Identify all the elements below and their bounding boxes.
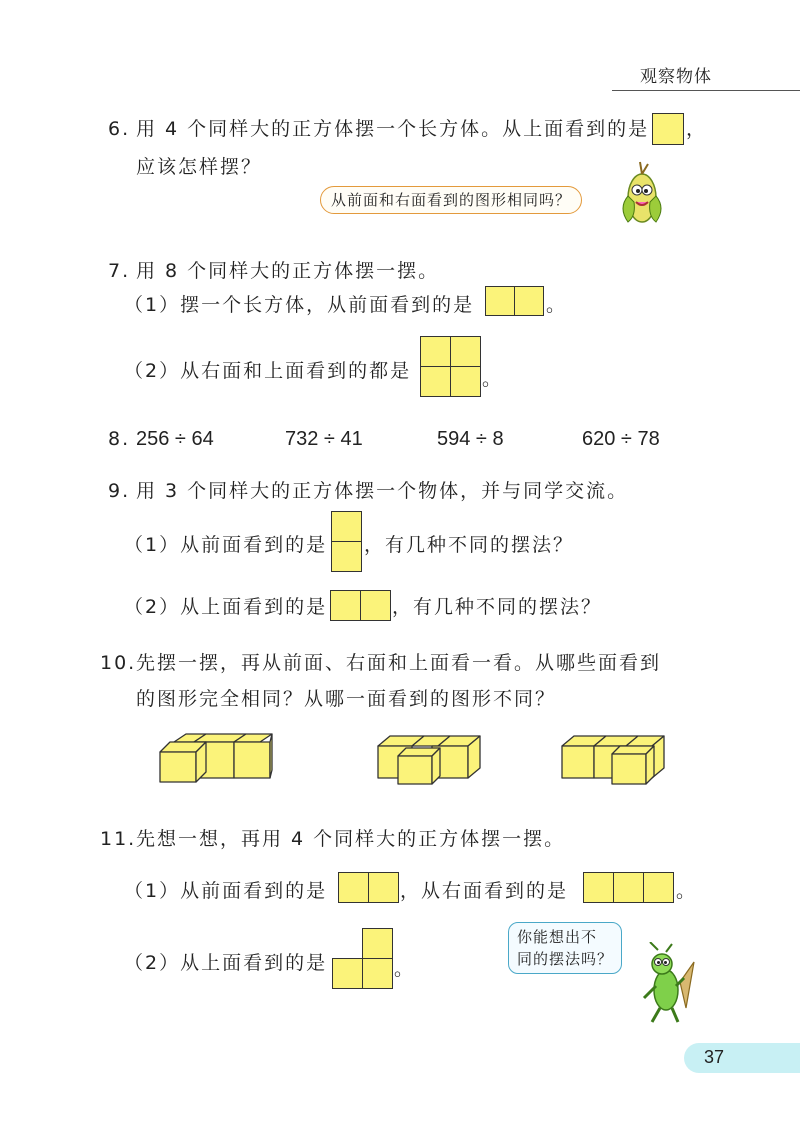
q9-front-view-cell-top <box>331 511 362 542</box>
q7-side-view-cell-3 <box>420 366 451 397</box>
q8-item-2: 732 ÷ 41 <box>285 428 363 450</box>
q9-part2: （2）从上面看到的是 <box>124 596 328 618</box>
q9-part1-end: ，有几种不同的摆法？ <box>364 534 575 556</box>
q6-top-view-square <box>652 113 684 145</box>
q6-line2: 应该怎样摆？ <box>136 156 263 178</box>
q8-item-3: 594 ÷ 8 <box>437 428 504 450</box>
corn-mascot-icon <box>612 158 672 228</box>
q7-side-view-cell-2 <box>450 336 481 367</box>
q9-part1: （1）从前面看到的是 <box>124 534 328 556</box>
q11-top-view-cell-2 <box>332 958 363 989</box>
q7-number: 7. <box>108 260 131 282</box>
q11-right-view-cell-3 <box>643 872 674 903</box>
q8-item-4: 620 ÷ 78 <box>582 428 660 450</box>
page-number-tab <box>684 1043 800 1073</box>
q6-bubble-text: 从前面和右面看到的图形相同吗？ <box>331 191 572 209</box>
q6-line1: 用 4 个同样大的正方体摆一个长方体。从上面看到的是 <box>136 118 650 140</box>
q7-front-view-cell-2 <box>514 286 544 316</box>
q11-part2-end: 。 <box>394 958 416 980</box>
q11-top-view-cell-1 <box>362 928 393 959</box>
q7-front-view-cell-1 <box>485 286 515 316</box>
q11-part1: （1）从前面看到的是 <box>124 880 328 902</box>
q7-part2: （2）从右面和上面看到的都是 <box>124 360 412 382</box>
page-number: 37 <box>704 1047 725 1067</box>
q11-front-view-cell-1 <box>338 872 369 903</box>
grasshopper-mascot-icon <box>636 942 700 1026</box>
q8-item-1: 256 ÷ 64 <box>136 428 214 450</box>
chapter-title: 观察物体 <box>640 67 712 87</box>
q11-bubble-line2: 同的摆法吗？ <box>517 950 614 968</box>
q9-number: 9. <box>108 480 131 502</box>
q10-cube-figure-1 <box>150 728 280 788</box>
q11-right-view-cell-2 <box>613 872 644 903</box>
q10-number: 10. <box>100 652 137 674</box>
q6-number: 6. <box>108 118 131 140</box>
q10-cube-figure-2 <box>372 728 502 788</box>
q11-part1-end: 。 <box>676 880 698 902</box>
q11-part1-mid: ，从右面看到的是 <box>400 880 569 902</box>
q11-right-view-cell-1 <box>583 872 614 903</box>
header-rule <box>612 90 800 91</box>
q9-front-view-cell-bottom <box>331 541 362 572</box>
q9-line1: 用 3 个同样大的正方体摆一个物体，并与同学交流。 <box>136 480 629 502</box>
q10-line2: 的图形完全相同？从哪一面看到的图形不同？ <box>136 688 557 710</box>
q10-cube-figure-3 <box>556 728 686 788</box>
q9-top-view-cell-1 <box>330 590 361 621</box>
q6-speech-bubble <box>320 186 582 214</box>
q11-part2: （2）从上面看到的是 <box>124 952 328 974</box>
q11-line1: 先想一想，再用 4 个同样大的正方体摆一摆。 <box>136 828 566 850</box>
q7-part2-end: 。 <box>482 368 504 390</box>
q11-top-view-cell-3 <box>362 958 393 989</box>
q11-front-view-cell-2 <box>368 872 399 903</box>
q11-bubble-line1: 你能想出不 <box>517 928 598 946</box>
q7-part1-end: 。 <box>546 294 568 316</box>
q11-number: 11. <box>100 828 137 850</box>
q7-part1: （1）摆一个长方体，从前面看到的是 <box>124 294 475 316</box>
q10-line1: 先摆一摆，再从前面、右面和上面看一看。从哪些面看到 <box>136 652 662 674</box>
q11-speech-bubble <box>508 922 622 974</box>
q9-part2-end: ，有几种不同的摆法？ <box>392 596 603 618</box>
q7-line1: 用 8 个同样大的正方体摆一摆。 <box>136 260 440 282</box>
q8-number: 8. <box>108 428 131 450</box>
q7-side-view-cell-1 <box>420 336 451 367</box>
q6-line1-end: ， <box>686 118 708 140</box>
q9-top-view-cell-2 <box>360 590 391 621</box>
q7-side-view-cell-4 <box>450 366 481 397</box>
